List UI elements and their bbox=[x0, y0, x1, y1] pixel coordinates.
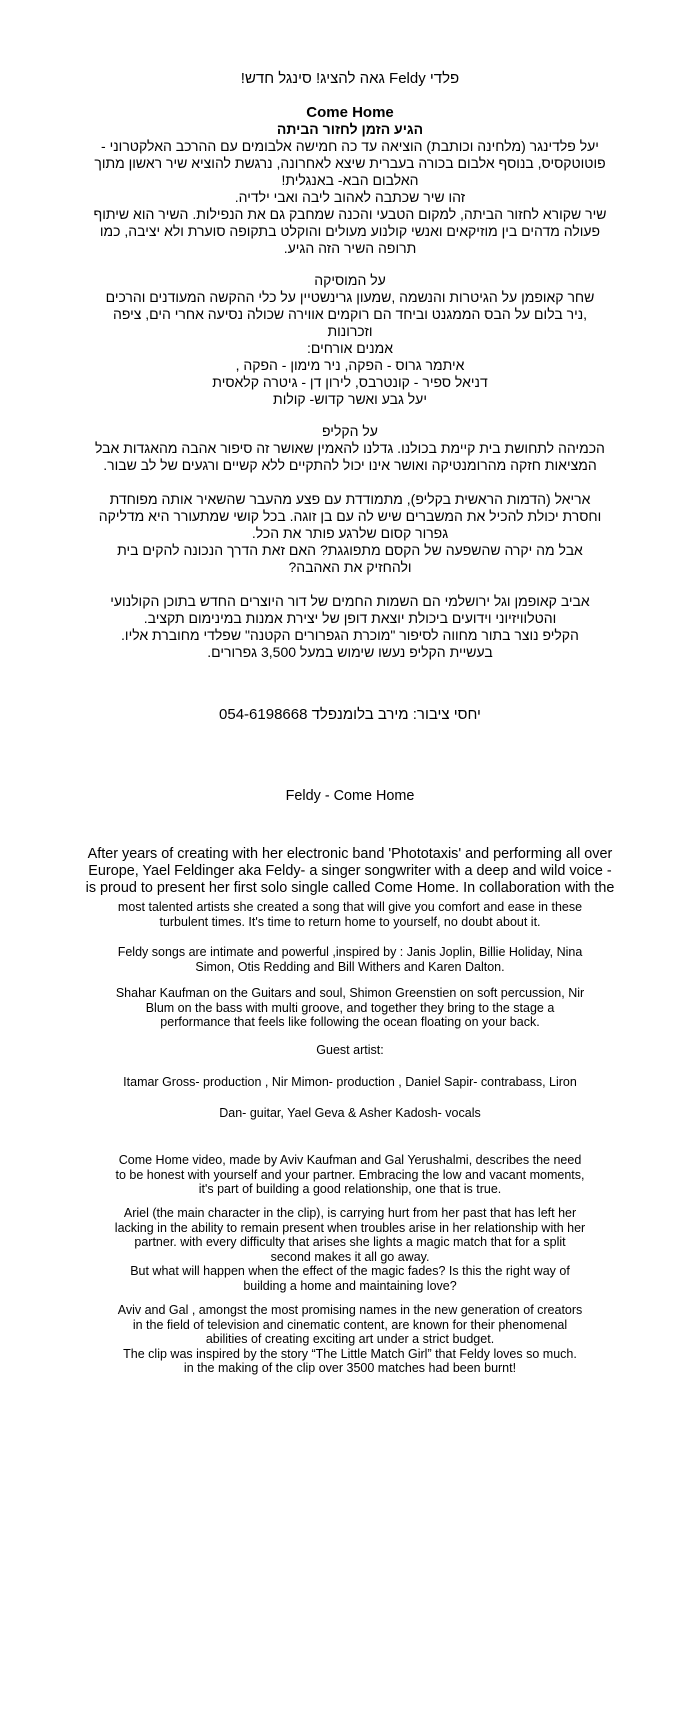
english-guest-heading-block bbox=[0, 1043, 700, 1058]
clip-line: והטלוויזיוני וידועים ביכולת יוצאת דופן של יצירת אמנות במינימום תקציב. bbox=[143, 610, 557, 626]
hebrew-intro-line: שיר שקורא לחזור הביתה, למקום הטבעי והכנה שמחבק גם את הנפילות. השיר הוא שיתוף bbox=[93, 206, 607, 222]
aviv-line: in the field of television and cinematic content, are known for their phenomenal bbox=[132, 1317, 568, 1332]
hebrew-clip-section bbox=[50, 423, 650, 661]
pr-contact: יחסי ציבור: מירב בלומנפלד 054-6198668 bbox=[219, 706, 481, 723]
ariel-line: building a home and maintaining love? bbox=[243, 1278, 457, 1293]
video-line: to be honest with yourself and your partner. Embracing the low and vacant moments, bbox=[115, 1167, 585, 1182]
pr-contact-block bbox=[50, 706, 650, 723]
aviv-line: Aviv and Gal , amongst the most promising names in the new generation of creators bbox=[117, 1303, 583, 1317]
english-video bbox=[0, 1153, 700, 1197]
ariel-line: partner. with every difficulty that arises she lights a magic match that for a split bbox=[134, 1235, 566, 1249]
english-title-block bbox=[0, 788, 700, 805]
song-title-he: הגיע הזמן לחזור הביתה bbox=[276, 121, 424, 137]
english-aviv bbox=[0, 1303, 700, 1376]
music-line: דניאל ספיר - קונטרבס, לירון דן - גיטרה קלאסית bbox=[212, 374, 488, 390]
aviv-line: abilities of creating exciting art under a strict budget. bbox=[205, 1332, 495, 1346]
clip-line: ולהחזיק את האהבה? bbox=[288, 559, 412, 575]
clip-line: הקליפ נוצר בתור מחווה לסיפור "מוכרת הגפרורים הקטנה" שפלדי מחוברת אליו. bbox=[121, 627, 579, 643]
english-inspired bbox=[0, 945, 700, 974]
clip-heading: על הקליפ bbox=[322, 423, 378, 439]
clip-line: הכמיהה לתחושת בית קיימת בכולנו. גדלנו להאמין שאושר זה סיפור אהבה מהאגדות אבל bbox=[95, 440, 605, 456]
ariel-line: Ariel (the main character in the clip), is carrying hurt from her past that has left her bbox=[123, 1206, 577, 1220]
clip-line: אריאל (הדמות הראשית בקליפ), מתמודדת עם פצע מהעבר שהשאיר אותה מפוחדת bbox=[109, 491, 591, 507]
hebrew-title-block bbox=[50, 104, 650, 138]
hebrew-intro-line: פעולה מדהים בין מוזיקאים ואנשי קולנוע מעולים והוקלט בתקופה סוערת ולא יציבה, כמו bbox=[99, 223, 601, 239]
english-intro-line: is proud to present her first solo single called Come Home. In collaboration with the bbox=[85, 880, 615, 896]
ariel-line: lacking in the ability to remain present when troubles arise in her relationship with her bbox=[114, 1220, 586, 1235]
clip-line: גפרור קסום שלרגע פותר את הכל. bbox=[251, 525, 449, 541]
music-line: אמנים אורחים: bbox=[306, 340, 394, 356]
guest-line: Dan- guitar, Yael Geva & Asher Kadosh- vocals bbox=[219, 1106, 481, 1120]
english-band bbox=[0, 986, 700, 1030]
inspired-line: Simon, Otis Redding and Bill Withers and Karen Dalton. bbox=[195, 959, 505, 974]
hebrew-headline-block bbox=[50, 70, 650, 87]
video-line: Come Home video, made by Aviv Kaufman and Gal Yerushalmi, describes the need bbox=[118, 1153, 582, 1167]
english-intro-line: Europe, Yael Feldinger aka Feldy- a singer songwriter with a deep and wild voice - bbox=[88, 863, 612, 879]
clip-line: בעשיית הקליפ נעשו שימוש במעל 3,500 גפרורים. bbox=[207, 644, 493, 660]
guest-heading: Guest artist: bbox=[316, 1043, 384, 1057]
music-line: שחר קאופמן על הגיטרות והנשמה ,שמעון גרינשטיין על כלי ההקשה המעודנים והרכים bbox=[105, 289, 595, 305]
clip-line: אבל מה יקרה שהשפעה של הקסם מתפוגגת? האם זאת הדרך הנכונה להקים בית bbox=[117, 542, 583, 558]
hebrew-intro-line: תרופה השיר הזה הגיע. bbox=[283, 240, 417, 256]
band-line: Shahar Kaufman on the Guitars and soul, Shimon Greenstien on soft percussion, Nir bbox=[115, 986, 585, 1000]
english-intro-small bbox=[0, 900, 700, 929]
ariel-line: But what will happen when the effect of the magic fades? Is this the right way of bbox=[130, 1264, 570, 1278]
music-line: יעל גבע ואשר קדוש- קולות bbox=[273, 391, 427, 407]
english-ariel bbox=[0, 1206, 700, 1293]
video-line: it's part of building a good relationship, one that is true. bbox=[198, 1182, 502, 1196]
english-guest-line1-block bbox=[0, 1075, 700, 1090]
clip-line: וחסרת יכולת להכיל את המשברים שיש לה עם בן זוגה. בכל קושי שמתעורר היא מדליקה bbox=[98, 508, 602, 524]
inspired-line: Feldy songs are intimate and powerful ,inspired by : Janis Joplin, Billie Holiday, Nina bbox=[117, 945, 583, 959]
music-line: איתמר גרוס - הפקה, ניר מימון - הפקה , bbox=[235, 357, 465, 373]
english-intro-large bbox=[0, 846, 700, 897]
hebrew-intro-line: יעל פלדינגר (מלחינה וכותבת) הוציאה עד כה חמישה אלבומים עם ההרכב האלקטרוני - bbox=[101, 138, 599, 154]
hebrew-music-section bbox=[50, 272, 650, 408]
song-title-en: Come Home bbox=[306, 104, 394, 121]
guest-line: Itamar Gross- production , Nir Mimon- production , Daniel Sapir- contrabass, Liron bbox=[123, 1075, 577, 1089]
hebrew-intro bbox=[50, 138, 650, 257]
hebrew-intro-line: האלבום הבא- באנגלית! bbox=[281, 172, 419, 188]
clip-line: אביב קאופמן וגל ירושלמי הם השמות החמים של דור היוצרים החדש בתוכן הקולנועי bbox=[110, 593, 590, 609]
aviv-line: The clip was inspired by the story “The Little Match Girl” that Feldy loves so much. bbox=[123, 1346, 577, 1361]
band-line: Blum on the bass with multi groove, and together they bring to the stage a bbox=[145, 1000, 555, 1015]
english-intro-line: most talented artists she created a song that will give you comfort and ease in these bbox=[117, 900, 583, 914]
aviv-line: in the making of the clip over 3500 matches had been burnt! bbox=[183, 1361, 517, 1375]
hebrew-intro-line: זהו שיר שכתבה לאהוב ליבה ואבי ילדיה. bbox=[234, 189, 466, 205]
ariel-line: second makes it all go away. bbox=[270, 1249, 430, 1264]
hebrew-intro-line: פוטוטקסיס, בנוסף אלבום בכורה בעברית שיצא לאחרונה, נרגשת להוציא שיר ראשון מתוך bbox=[94, 155, 606, 171]
english-intro-line: After years of creating with her electronic band 'Phototaxis' and performing all over bbox=[87, 846, 613, 862]
english-guest-line2-block bbox=[0, 1106, 700, 1121]
english-intro-line: turbulent times. It's time to return home to yourself, no doubt about it. bbox=[159, 914, 541, 929]
music-heading: על המוסיקה bbox=[314, 272, 386, 288]
english-title: Feldy - Come Home bbox=[285, 788, 415, 804]
band-line: performance that feels like following the ocean floating on your back. bbox=[160, 1015, 540, 1029]
clip-line: המציאות חזקה מהרומנטיקה ואושר אינו יכול להתקיים ללא קשיים ורגעים של לב שבור. bbox=[103, 457, 597, 473]
music-line: ,ניר בלום על הבס הממגנט וביחד הם רוקמים אווירה שכולה נסיעה אחרי הים, ציפה bbox=[112, 306, 588, 322]
music-line: וזכרונות bbox=[327, 323, 373, 339]
hebrew-headline: פלדי Feldy גאה להציג! סינגל חדש! bbox=[240, 70, 460, 87]
